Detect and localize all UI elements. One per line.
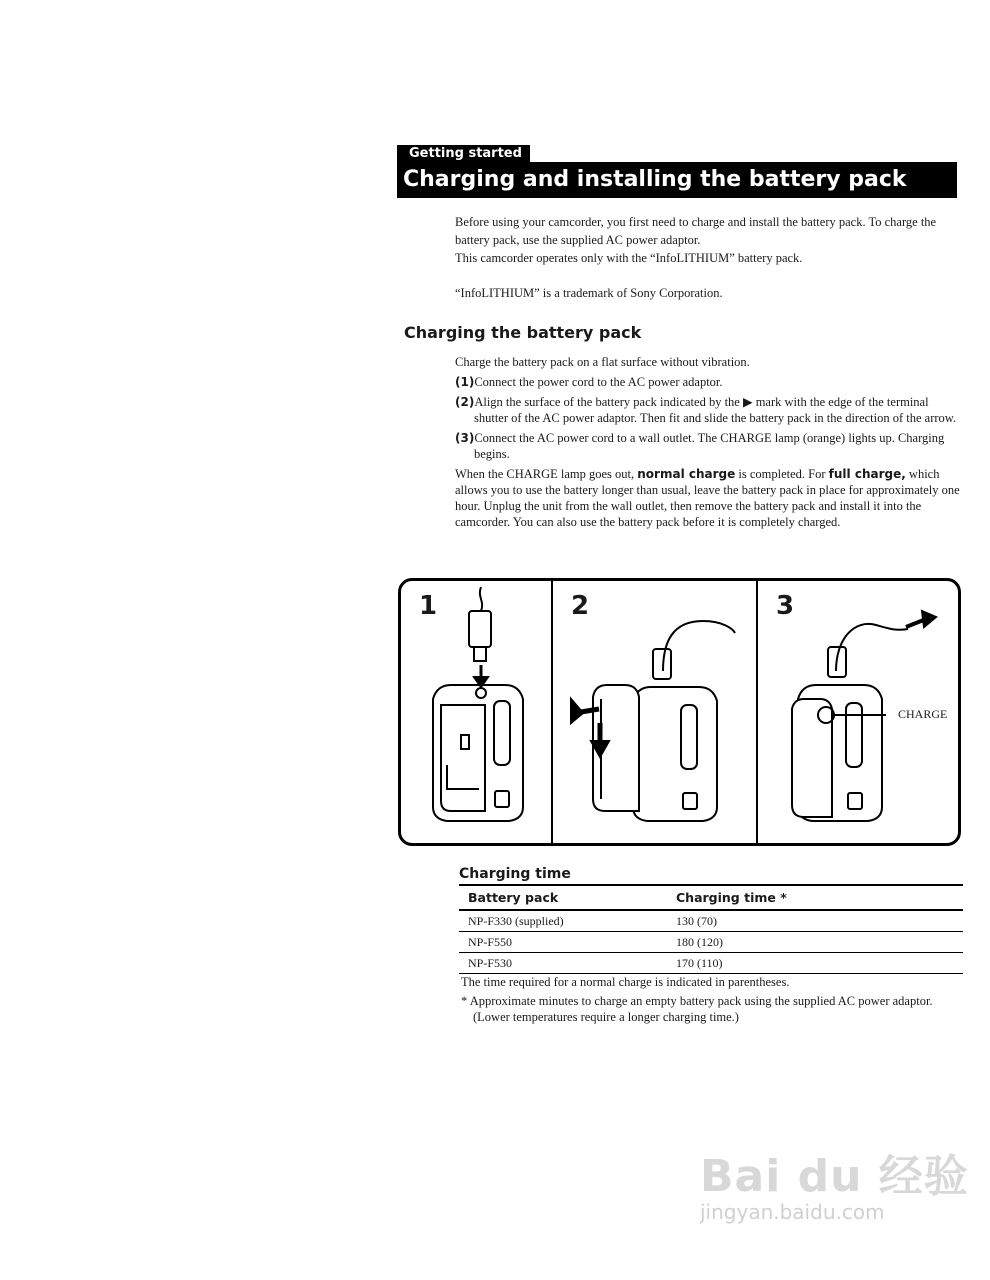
intro-text: [455, 213, 955, 267]
completion-text-c: is completed. For: [735, 467, 829, 481]
step-number: (2): [455, 395, 475, 409]
column-header: Charging time *: [667, 885, 963, 910]
panel-number: 3: [776, 591, 795, 621]
charging-heading: Charging the battery pack: [404, 323, 642, 342]
charging-time-heading: Charging time: [459, 866, 571, 882]
table-row: [459, 932, 963, 953]
normal-charge-term: normal charge: [637, 467, 736, 481]
illustration-panel-1: [401, 581, 553, 843]
charge-lamp-label: CHARGE: [898, 707, 948, 721]
illustration-panel-2: [553, 581, 756, 843]
charging-time-notes: [461, 974, 963, 1028]
watermark-url: jingyan.baidu.com: [700, 1200, 885, 1224]
section-label: Getting started: [397, 145, 530, 162]
panel-number: 2: [571, 591, 590, 621]
panel-number: 1: [419, 591, 438, 621]
watermark-brand: Bai du 经验: [700, 1151, 969, 1202]
intro-paragraph-2: This camcorder operates only with the “InfoLITHIUM” battery pack.: [455, 251, 803, 265]
step-number: (3): [455, 431, 475, 445]
charging-lead: Charge the battery pack on a flat surface without vibration.: [455, 355, 750, 369]
completion-paragraph: [455, 466, 961, 530]
column-header: Battery pack: [459, 885, 667, 910]
completion-text-d: which allows you to use the battery longer than usual, leave the battery pack in place for approximately one hour. Unplug the unit from the wall outlet, then remove the battery pack and install it into the camcorder. You can also use the battery pack before it is completely charged.: [455, 467, 960, 529]
charging-time-cell: 130 (70): [667, 910, 963, 932]
step-text: Align the surface of the battery pack indicated by the ▶ mark with the edge of the terminal shutter of the AC power adaptor. Then fit and slide the battery pack in the direction of the arrow.: [474, 395, 957, 425]
step-text: Connect the power cord to the AC power adaptor.: [474, 375, 723, 389]
step-2: [455, 394, 961, 426]
table-header-row: [459, 885, 963, 910]
footnote-text: Approximate minutes to charge an empty battery pack using the supplied AC power adaptor. (Lower temperatures require a longer charging time.): [469, 994, 933, 1024]
battery-pack-cell: NP-F550: [459, 932, 667, 953]
charging-instructions: [455, 354, 961, 534]
parentheses-note: The time required for a normal charge is indicated in parentheses.: [461, 975, 790, 989]
footnote-mark: *: [461, 994, 468, 1008]
page-title: Charging and installing the battery pack: [397, 162, 957, 198]
charging-illustration: [398, 578, 961, 846]
completion-text-a: When the CHARGE lamp goes out,: [455, 467, 638, 481]
full-charge-term: full charge,: [828, 467, 906, 481]
charging-time-cell: 180 (120): [667, 932, 963, 953]
illustration-panel-3: [758, 581, 961, 843]
table-row: [459, 953, 963, 974]
step-1: [455, 374, 961, 390]
charging-time-table: [459, 884, 963, 974]
step-number: (1): [455, 375, 475, 389]
footnote: [461, 993, 963, 1025]
trademark-note: “InfoLITHIUM” is a trademark of Sony Corporation.: [455, 286, 723, 300]
battery-pack-cell: NP-F530: [459, 953, 667, 974]
charging-time-cell: 170 (110): [667, 953, 963, 974]
battery-pack-cell: NP-F330 (supplied): [459, 910, 667, 932]
step-3: [455, 430, 961, 462]
intro-paragraph-1: Before using your camcorder, you first need to charge and install the battery pack. To charge the battery pack, use the supplied AC power adaptor.: [455, 215, 937, 247]
watermark: [700, 1140, 969, 1224]
table-row: [459, 910, 963, 932]
step-text: Connect the AC power cord to a wall outlet. The CHARGE lamp (orange) lights up. Charging begins.: [474, 431, 945, 461]
